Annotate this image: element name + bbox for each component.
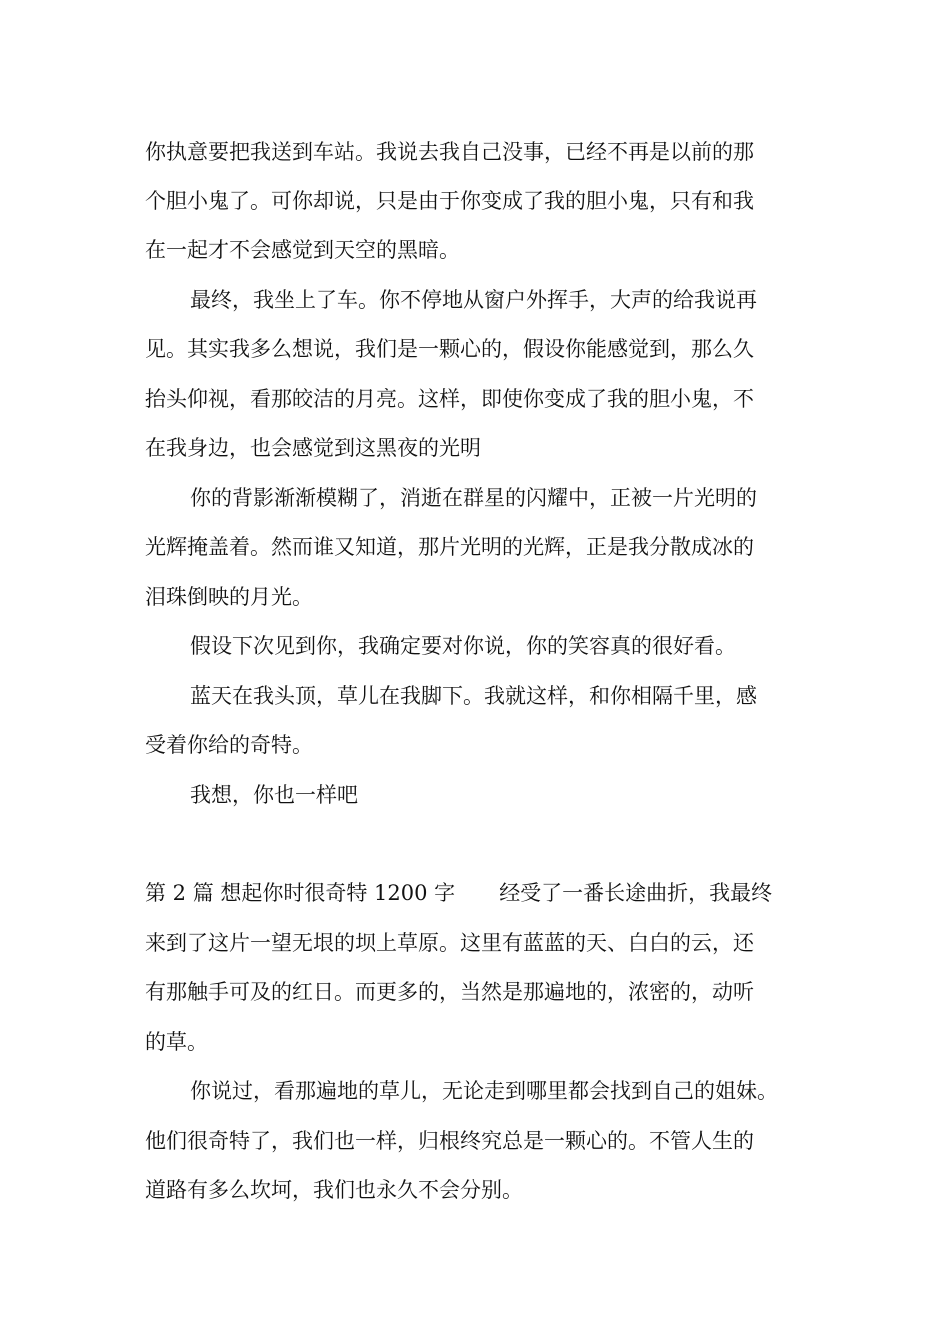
section-heading-line bbox=[145, 881, 865, 905]
paragraph-line: 你执意要把我送到车站。我说去我自己没事，已经不再是以前的那 bbox=[145, 140, 754, 164]
paragraph-line: 抬头仰视，看那皎洁的月亮。这样，即使你变成了我的胆小鬼，不 bbox=[145, 387, 754, 411]
section-heading: 第 2 篇 想起你时很奇特 1200 字 bbox=[145, 881, 456, 905]
paragraph-line: 光辉掩盖着。然而谁又知道，那片光明的光辉，正是我分散成冰的 bbox=[145, 535, 754, 559]
paragraph-line: 最终，我坐上了车。你不停地从窗户外挥手，大声的给我说再 bbox=[190, 288, 757, 312]
paragraph-line: 泪珠倒映的月光。 bbox=[145, 585, 313, 609]
paragraph-line: 的草。 bbox=[145, 1030, 208, 1054]
paragraph-line: 有那触手可及的红日。而更多的，当然是那遍地的，浓密的，动听 bbox=[145, 980, 754, 1004]
paragraph-line: 受着你给的奇特。 bbox=[145, 733, 313, 757]
paragraph-line: 在我身边，也会感觉到这黑夜的光明 bbox=[145, 436, 481, 460]
section-first-line: 经受了一番长途曲折，我最终 bbox=[499, 881, 773, 905]
paragraph-line: 个胆小鬼了。可你却说，只是由于你变成了我的胆小鬼，只有和我 bbox=[145, 189, 754, 213]
paragraph-line: 来到了这片一望无垠的坝上草原。这里有蓝蓝的天、白白的云，还 bbox=[145, 931, 754, 955]
paragraph-line: 见。其实我多么想说，我们是一颗心的，假设你能感觉到，那么久 bbox=[145, 337, 754, 361]
paragraph-line: 假设下次见到你，我确定要对你说，你的笑容真的很好看。 bbox=[190, 634, 736, 658]
paragraph-line: 我想，你也一样吧 bbox=[190, 783, 358, 807]
paragraph-line: 你说过，看那遍地的草儿，无论走到哪里都会找到自己的姐妹。 bbox=[190, 1079, 778, 1103]
paragraph-line: 蓝天在我头顶，草儿在我脚下。我就这样，和你相隔千里，感 bbox=[190, 684, 757, 708]
paragraph-line: 道路有多么坎坷，我们也永久不会分别。 bbox=[145, 1178, 523, 1202]
paragraph-line: 你的背影渐渐模糊了，消逝在群星的闪耀中，正被一片光明的 bbox=[190, 486, 757, 510]
paragraph-line: 在一起才不会感觉到天空的黑暗。 bbox=[145, 238, 460, 262]
paragraph-line: 他们很奇特了，我们也一样，归根终究总是一颗心的。不管人生的 bbox=[145, 1129, 754, 1153]
